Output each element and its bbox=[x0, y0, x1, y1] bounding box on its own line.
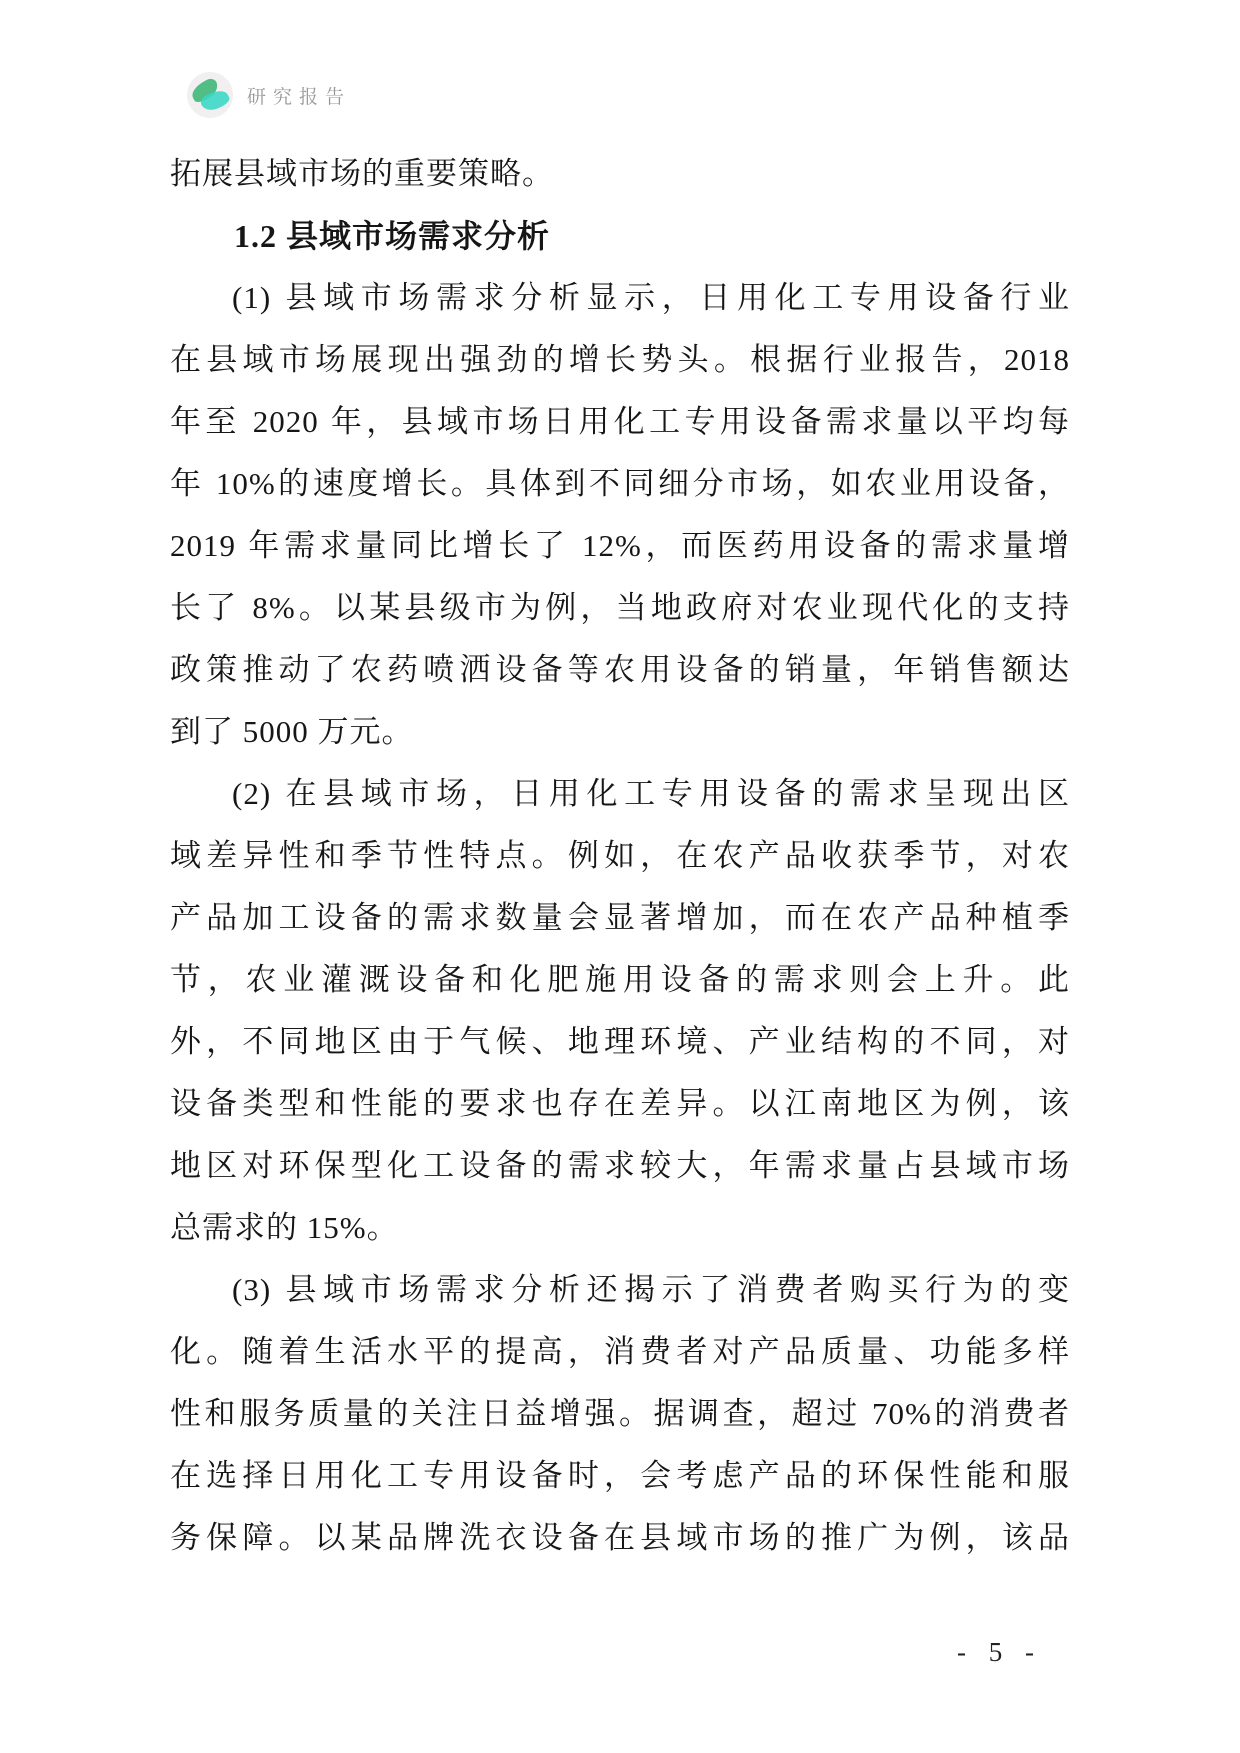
paragraph-1-line-8: 到了 5000 万元。 bbox=[170, 714, 414, 749]
page-number: - 5 - bbox=[957, 1637, 1042, 1667]
paragraph-3 bbox=[170, 1259, 1070, 1569]
paragraph-3-line-3: 性和服务质量的关注日益增强。据调查，超过 70%的消费者 bbox=[170, 1396, 1070, 1431]
paragraph-2-line-4: 节，农业灌溉设备和化肥施用设备的需求则会上升。此 bbox=[170, 962, 1070, 997]
paragraph-3-line-5: 务保障。以某品牌洗衣设备在县域市场的推广为例，该品 bbox=[170, 1520, 1070, 1555]
paragraph-1-line-7: 政策推动了农药喷洒设备等农用设备的销量，年销售额达 bbox=[170, 652, 1070, 687]
paragraph-2-line-2: 域差异性和季节性特点。例如，在农产品收获季节，对农 bbox=[170, 838, 1070, 873]
paragraph-1-line-3: 年至 2020 年，县域市场日用化工专用设备需求量以平均每 bbox=[170, 404, 1070, 439]
paragraph-3-line-2: 化。随着生活水平的提高，消费者对产品质量、功能多样 bbox=[170, 1334, 1070, 1369]
paragraph-3-line-1: (3) 县域市场需求分析还揭示了消费者购买行为的变 bbox=[232, 1272, 1070, 1307]
document-body bbox=[170, 143, 1070, 1569]
brand-logo-icon bbox=[187, 72, 233, 118]
paragraph-1-line-5: 2019 年需求量同比增长了 12%，而医药用设备的需求量增 bbox=[170, 528, 1070, 563]
continuation-line: 拓展县域市场的重要策略。 bbox=[170, 156, 554, 191]
report-header bbox=[187, 72, 351, 118]
paragraph-2-line-8: 总需求的 15%。 bbox=[170, 1210, 399, 1245]
paragraph-1-line-4: 年 10%的速度增长。具体到不同细分市场，如农业用设备， bbox=[170, 466, 1070, 501]
paragraph-2 bbox=[170, 763, 1070, 1259]
paragraph-1-line-2: 在县域市场展现出强劲的增长势头。根据行业报告，2018 bbox=[170, 342, 1070, 377]
paragraph-2-line-7: 地区对环保型化工设备的需求较大，年需求量占县域市场 bbox=[170, 1148, 1070, 1183]
brand-text: 研究报告 bbox=[247, 86, 352, 108]
paragraph-1 bbox=[170, 267, 1070, 763]
paragraph-3-line-4: 在选择日用化工专用设备时，会考虑产品的环保性能和服 bbox=[170, 1458, 1070, 1493]
paragraph-2-line-3: 产品加工设备的需求数量会显著增加，而在农产品种植季 bbox=[170, 900, 1070, 935]
paragraph-2-line-5: 外，不同地区由于气候、地理环境、产业结构的不同，对 bbox=[170, 1024, 1070, 1059]
section-heading: 1.2 县域市场需求分析 bbox=[234, 218, 551, 254]
paragraph-1-line-1: (1) 县域市场需求分析显示，日用化工专用设备行业 bbox=[232, 280, 1070, 315]
paragraph-1-line-6: 长了 8%。以某县级市为例，当地政府对农业现代化的支持 bbox=[170, 590, 1070, 625]
paragraph-2-line-1: (2) 在县域市场，日用化工专用设备的需求呈现出区 bbox=[232, 776, 1070, 811]
paragraph-2-line-6: 设备类型和性能的要求也存在差异。以江南地区为例，该 bbox=[170, 1086, 1070, 1121]
